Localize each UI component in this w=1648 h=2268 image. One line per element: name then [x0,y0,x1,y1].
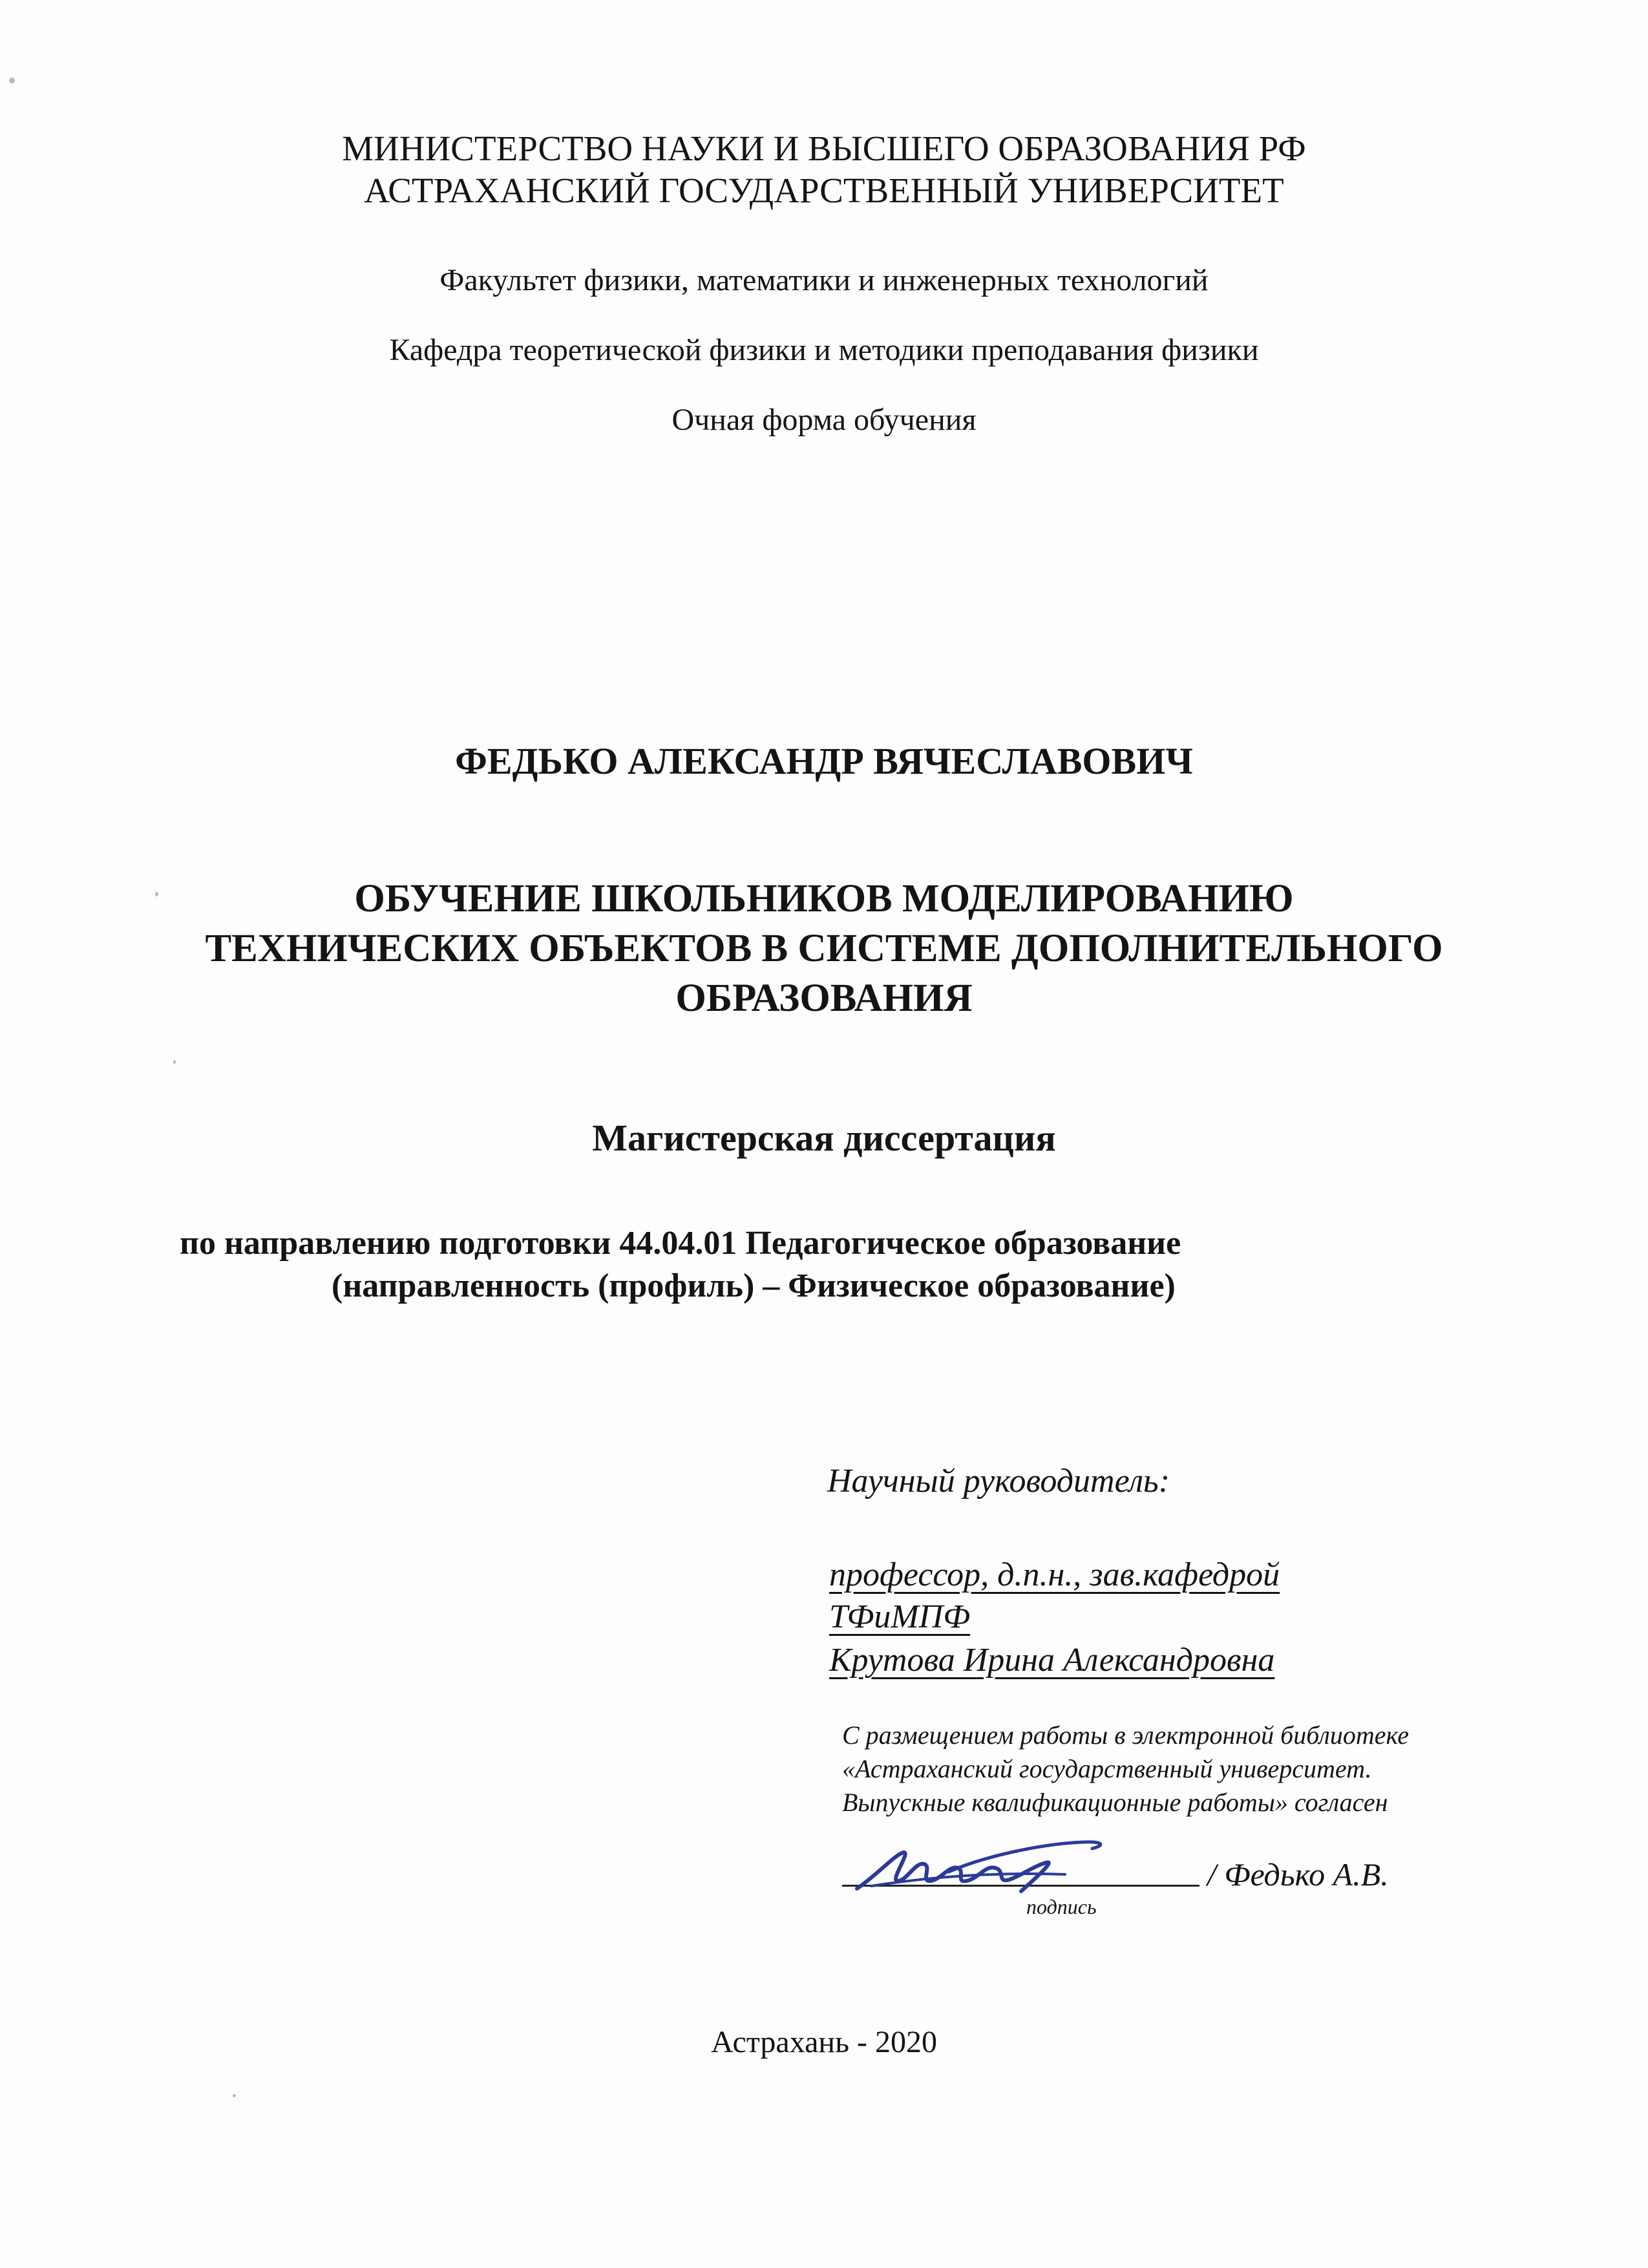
scan-speck [173,1060,176,1064]
department-line: Кафедра теоретической физики и методики преподавания физики [389,333,1259,367]
supervisor-position: профессор, д.п.н., зав.кафедрой [829,1556,1280,1593]
ministry-line: МИНИСТЕРСТВО НАУКИ И ВЫСШЕГО ОБРАЗОВАНИЯ РФ [342,129,1306,168]
consent-line-1: С размещением работы в электронной библиотеке [842,1721,1409,1750]
supervisor-name: Крутова Ирина Александровна [829,1642,1275,1679]
supervisor-department: ТФиМПФ [829,1598,971,1635]
scan-speck [233,2094,236,2097]
author-name: ФЕДЬКО АЛЕКСАНДР ВЯЧЕСЛАВОВИЧ [455,740,1193,782]
signer-name: / Федько А.В. [1207,1856,1389,1892]
work-type: Магистерская диссертация [592,1117,1056,1159]
university-line: АСТРАХАНСКИЙ ГОСУДАРСТВЕННЫЙ УНИВЕРСИТЕТ [364,171,1284,210]
city-year: Астрахань - 2020 [711,2025,937,2059]
handwritten-signature [852,1829,1123,1900]
consent-line-3: Выпускные квалификационные работы» согласен [842,1788,1388,1817]
faculty-line: Факультет физики, математики и инженерных технологий [439,263,1209,297]
study-form-line: Очная форма обучения [671,403,977,437]
direction-line-2: (направленность (профиль) – Физическое образование) [332,1267,1176,1304]
consent-line-2: «Астраханский государственный университет. [842,1754,1372,1783]
scan-speck [9,78,15,83]
thesis-title-line-3: ОБРАЗОВАНИЯ [675,977,973,1020]
signature-caption: подпись [1026,1895,1097,1918]
direction-line-1: по направлению подготовки 44.04.01 Педагогическое образование [180,1225,1181,1262]
thesis-title-line-1: ОБУЧЕНИЕ ШКОЛЬНИКОВ МОДЕЛИРОВАНИЮ [354,877,1294,920]
supervisor-heading: Научный руководитель: [827,1463,1170,1500]
thesis-title-line-2: ТЕХНИЧЕСКИХ ОБЪЕКТОВ В СИСТЕМЕ ДОПОЛНИТЕЛЬНОГО [205,927,1443,970]
